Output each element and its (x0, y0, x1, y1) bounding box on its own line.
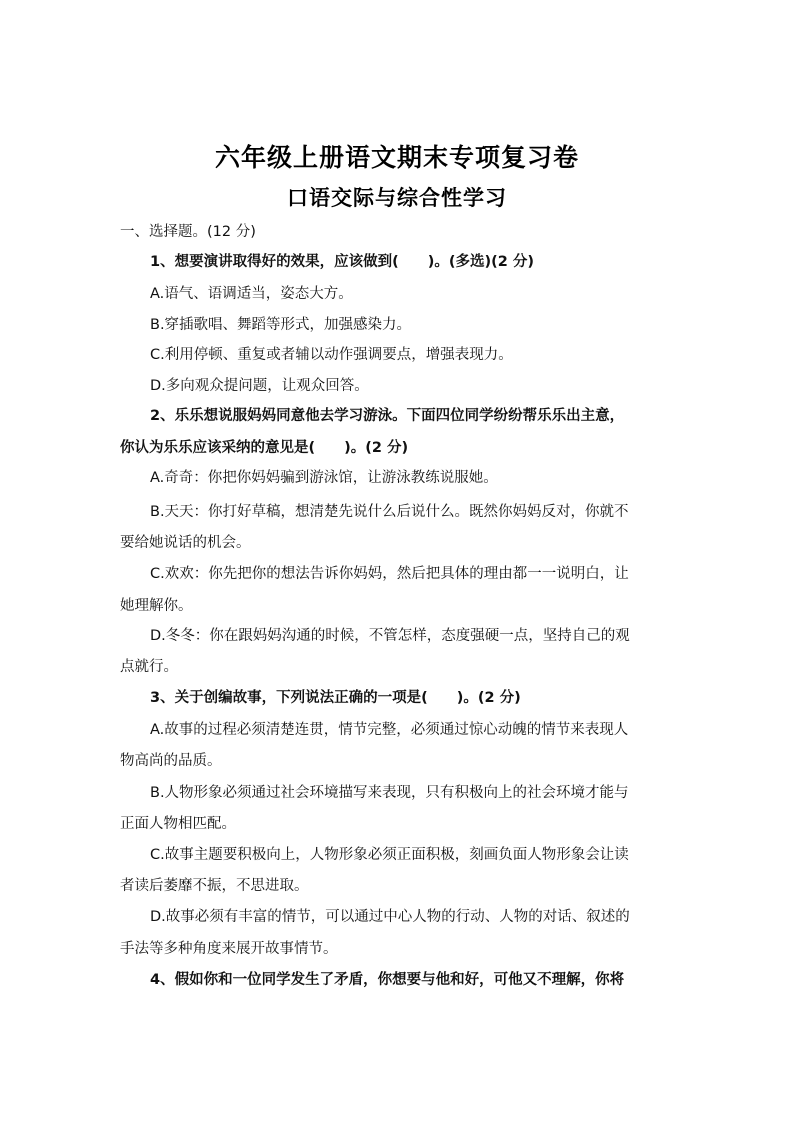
question-2-stem-line-2: 你认为乐乐应该采纳的意见是( )。(2 分) (120, 440, 409, 456)
question-2-option-c-line-1: C.欢欢：你先把你的想法告诉你妈妈，然后把具体的理由都一一说明白，让 (150, 566, 629, 582)
question-1-option-b: B.穿插歌唱、舞蹈等形式，加强感染力。 (150, 317, 412, 333)
question-3-option-b-line-2: 正面人物相匹配。 (120, 816, 236, 832)
question-3-stem: 3、关于创编故事，下列说法正确的一项是( )。(2 分) (150, 690, 521, 706)
question-1-option-a: A.语气、语调适当，姿态大方。 (150, 286, 353, 302)
question-3-option-d-line-1: D.故事必须有丰富的情节，可以通过中心人物的行动、人物的对话、叙述的 (150, 909, 630, 925)
page-title: 六年级上册语文期末专项复习卷 (214, 143, 579, 172)
question-2-option-d-line-1: D.冬冬：你在跟妈妈沟通的时候，不管怎样，态度强硬一点，坚持自己的观 (150, 628, 630, 644)
question-3-option-d-line-2: 手法等多种角度来展开故事情节。 (120, 941, 338, 957)
question-3-option-b-line-1: B.人物形象必须通过社会环境描写来表现，只有积极向上的社会环境才能与 (150, 785, 629, 801)
question-2-option-b-line-2: 要给她说话的机会。 (120, 535, 251, 551)
question-4-stem-line-1: 4、假如你和一位同学发生了矛盾，你想要与他和好，可他又不理解，你将 (150, 972, 625, 988)
question-2-stem-line-1: 2、乐乐想说服妈妈同意他去学习游泳。下面四位同学纷纷帮乐乐出主意， (150, 408, 625, 424)
question-2-option-c-line-2: 她理解你。 (120, 598, 193, 614)
question-1-option-d: D.多向观众提问题，让观众回答。 (150, 378, 369, 394)
question-3-option-a-line-1: A.故事的过程必须清楚连贯，情节完整，必须通过惊心动魄的情节来表现人 (150, 722, 629, 738)
question-3-option-a-line-2: 物高尚的品质。 (120, 753, 222, 769)
question-3-option-c-line-1: C.故事主题要积极向上，人物形象必须正面积极，刻画负面人物形象会让读 (150, 847, 629, 863)
question-3-option-c-line-2: 者读后萎靡不振，不思进取。 (120, 878, 309, 894)
page-subtitle: 口语交际与综合性学习 (287, 186, 507, 210)
question-2-option-a: A.奇奇：你把你妈妈骗到游泳馆，让游泳教练说服她。 (150, 470, 498, 486)
question-1-stem: 1、想要演讲取得好的效果，应该做到( )。(多选)(2 分) (150, 254, 534, 270)
section-heading: 一、选择题。(12 分) (120, 224, 256, 240)
question-2-option-b-line-1: B.天天：你打好草稿，想清楚先说什么后说什么。既然你妈妈反对，你就不 (150, 504, 629, 520)
question-2-option-d-line-2: 点就行。 (120, 659, 178, 675)
question-1-option-c: C.利用停顿、重复或者辅以动作强调要点，增强表现力。 (150, 347, 513, 363)
